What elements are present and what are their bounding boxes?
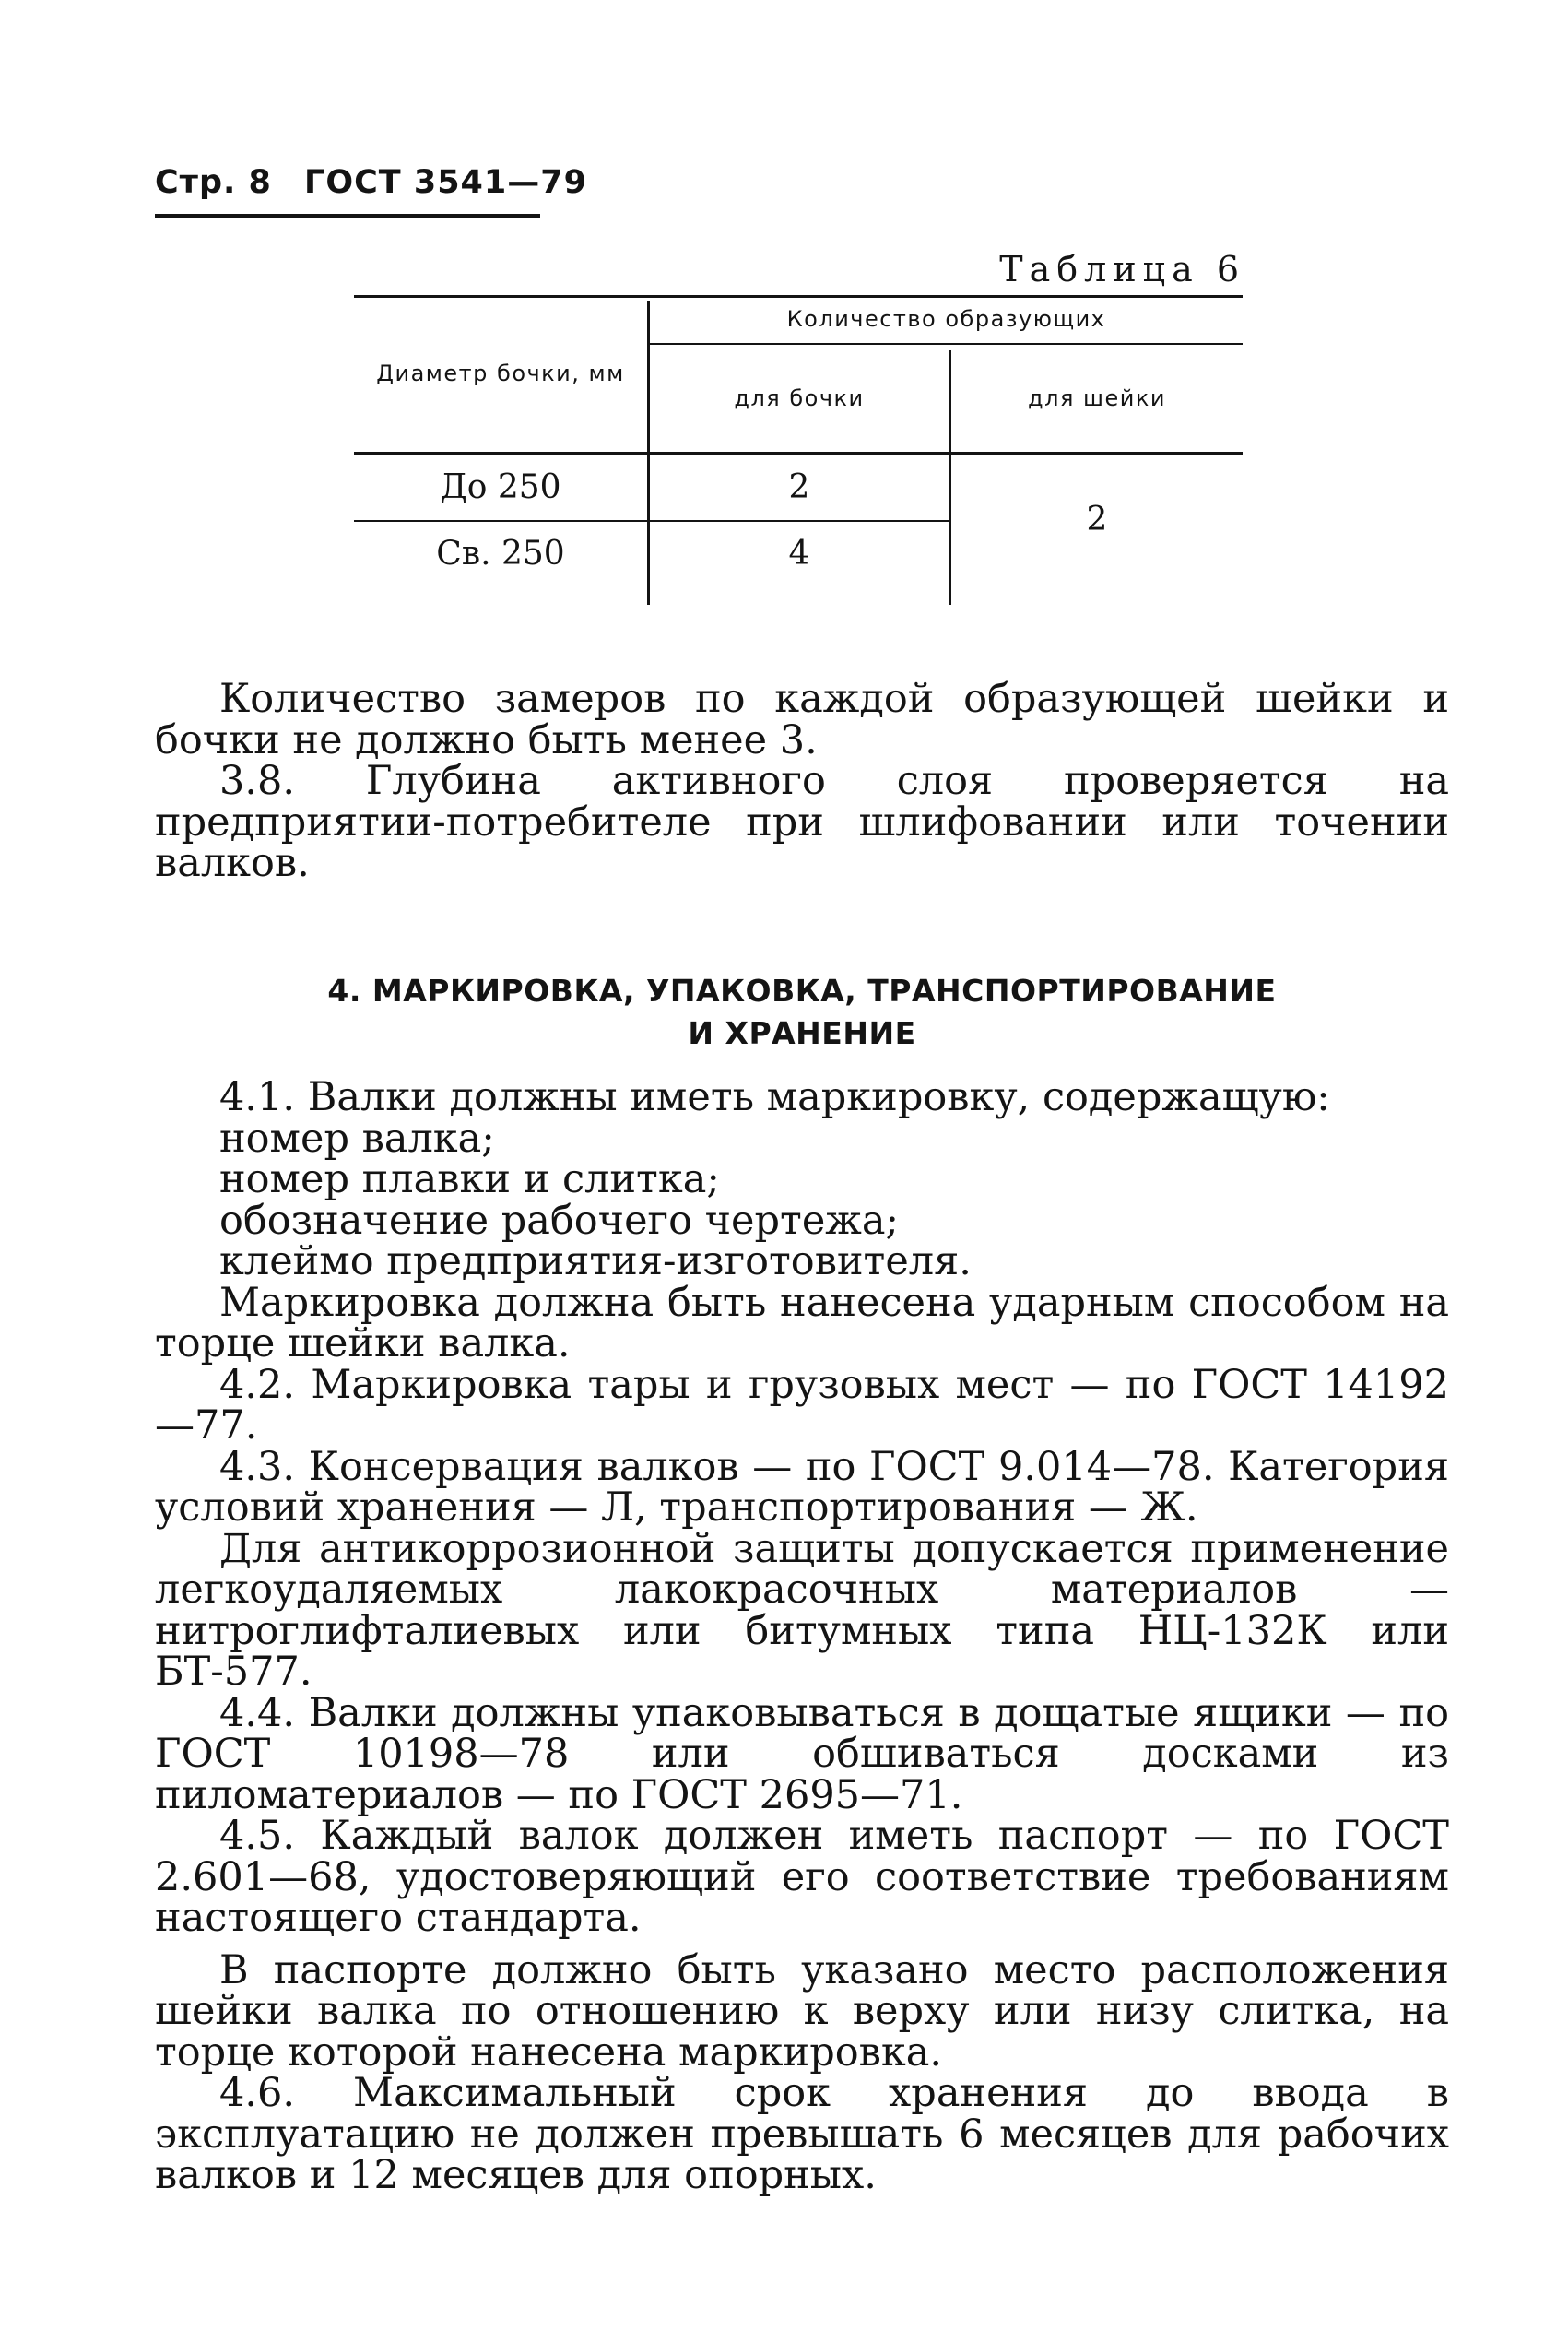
row-1-diameter: До 250 — [440, 468, 561, 506]
list-item-manufacturer-stamp: клеймо предприятия-изготовителя. — [219, 1238, 972, 1284]
header-for-neck: для шейки — [1028, 385, 1166, 411]
list-item-drawing: обозначение рабочего чертежа; — [219, 1197, 899, 1244]
row-2-barrel: 4 — [788, 534, 810, 573]
paragraph-4-3: 4.3. Консервация валков — по ГОСТ 9.014—78. Категория условий хранения — Л, транспортирования — Ж. — [155, 1443, 1449, 1531]
paragraph-measurements: Количество замеров по каждой образующей шейки и бочки не должно быть менее 3. — [155, 676, 1449, 763]
text-after-table — [155, 676, 1449, 886]
header-for-barrel: для бочки — [734, 385, 865, 411]
section-4-body — [155, 1074, 1449, 2198]
list-item-roll-number: номер валка; — [219, 1115, 495, 1162]
paragraph-4-2: 4.2. Маркировка тары и грузовых мест — по ГОСТ 14192—77. — [155, 1361, 1449, 1449]
paragraph-passport: В паспорте должно быть указано место расположения шейки валка по отношению к верху или низу слитка, на торце которой нанесена маркировка. — [155, 1946, 1449, 2076]
row-2-diameter: Св. 250 — [436, 534, 565, 573]
running-header — [155, 164, 587, 201]
paragraph-4-1: 4.1. Валки должны иметь маркировку, содержащую: — [219, 1074, 1330, 1120]
table-6 — [354, 295, 1243, 609]
paragraph-4-5: 4.5. Каждый валок должен иметь паспорт — по ГОСТ 2.601—68, удостоверяющий его соответствие требованиям настоящего стандарта. — [155, 1813, 1449, 1941]
paragraph-anticorrosion: Для антикоррозионной защиты допускается применение легкоудаляемых лакокрасочных материалов — нитроглифталиевых или битумных типа НЦ-132К или БТ-577. — [155, 1525, 1449, 1695]
row-1-barrel: 2 — [788, 468, 810, 506]
standard-designation: ГОСТ 3541—79 — [304, 164, 587, 201]
paragraph-marking-method: Маркировка должна быть нанесена ударным способом на торце шейки валка. — [155, 1279, 1449, 1366]
table-caption: Таблица 6 — [999, 249, 1245, 290]
paragraph-4-4: 4.4. Валки должны упаковываться в дощатые ящики — по ГОСТ 10198—78 или обшиваться досками из пиломатериалов — по ГОСТ 2695—71. — [155, 1689, 1449, 1818]
header-rule — [155, 214, 540, 218]
header-generatrix-count: Количество образующих — [786, 306, 1106, 332]
list-item-heat-number: номер плавки и слитка; — [219, 1156, 720, 1202]
neck-value-merged: 2 — [1086, 501, 1108, 538]
section-4-title-line-1: 4. МАРКИРОВКА, УПАКОВКА, ТРАНСПОРТИРОВАНИЕ — [327, 973, 1277, 1009]
paragraph-4-6: 4.6. Максимальный срок хранения до ввода в эксплуатацию не должен превышать 6 месяцев для рабочих валков и 12 месяцев для опорных. — [155, 2070, 1449, 2198]
paragraph-3-8: 3.8. Глубина активного слоя проверяется на предприятии-потребителе при шлифовании или точении валков. — [155, 758, 1449, 886]
header-diameter: Диаметр бочки, мм — [376, 361, 625, 386]
section-4-title — [155, 970, 1449, 1055]
page-number: Стр. 8 — [155, 164, 272, 201]
section-4-title-line-2: И ХРАНЕНИЕ — [688, 1015, 916, 1051]
